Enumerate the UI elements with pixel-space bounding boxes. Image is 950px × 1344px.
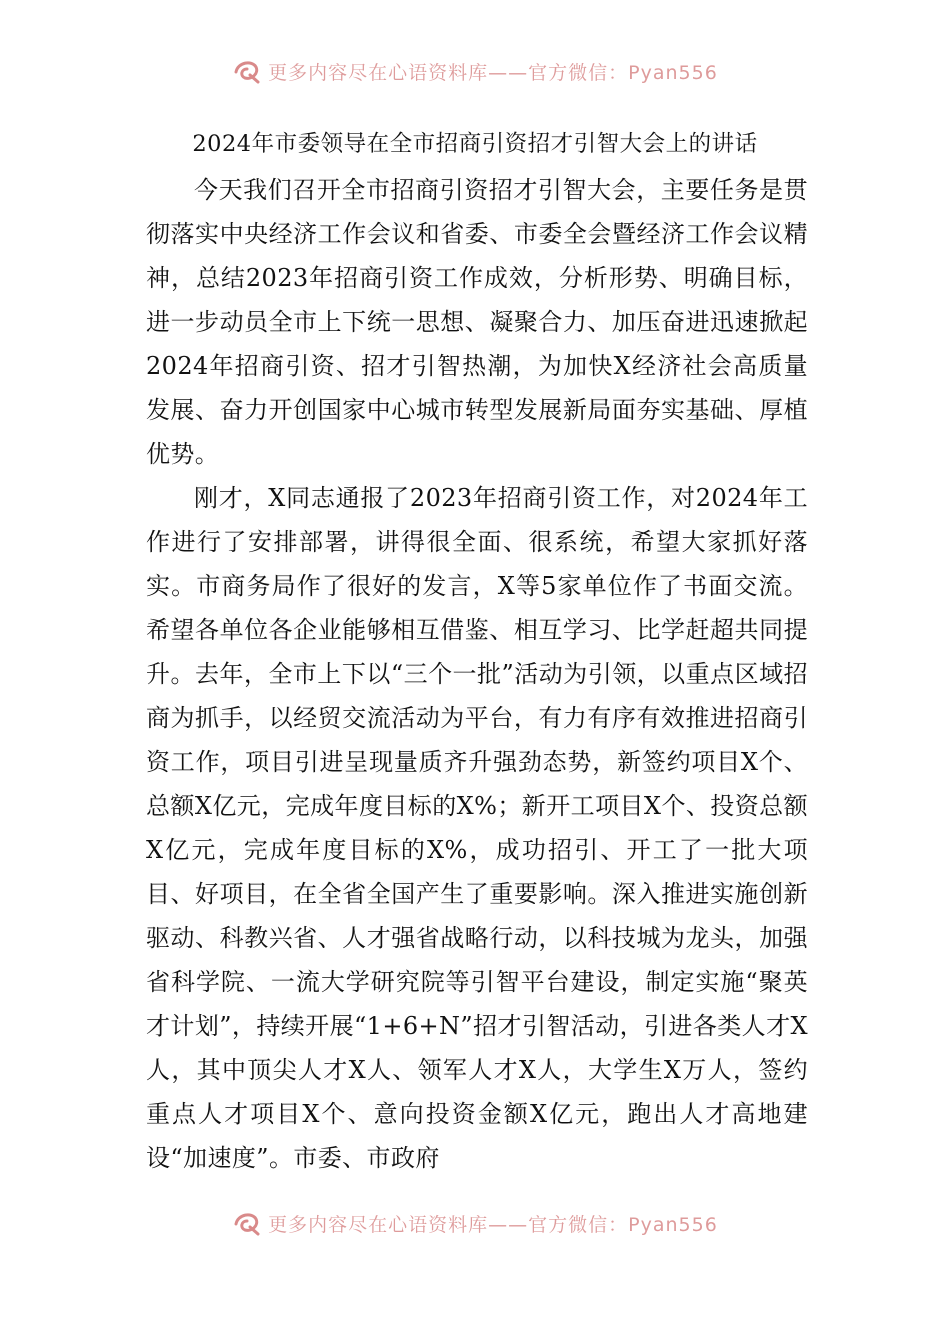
paragraph: 刚才，X同志通报了2023年招商引资工作，对2024年工作进行了安排部署，讲得很全面、很系统，希望大家抓好落实。市商务局作了很好的发言，X等5家单位作了书面交流。希望各单位各企业能够相互借鉴、相互学习、比学赶超共同提升。去年，全市上下以“三个一批”活动为引领，以重点区域招商为抓手，以经贸交流活动为平台，有力有序有效推进招商引资工作，项目引进呈现量质齐升强劲态势，新签约项目X个、总额X亿元，完成年度目标的X%；新开工项目X个、投资总额X亿元，完成年度目标的X%，成功招引、开工了一批大项目、好项目，在全省全国产生了重要影响。深入推进实施创新驱动、科教兴省、人才强省战略行动，以科技城为龙头，加强省科学院、一流大学研究院等引智平台建设，制定实施“聚英才计划”，持续开展“1+6+N”招才引智活动，引进各类人才X人，其中顶尖人才X人、领军人才X人，大学生X万人，签约重点人才项目X个、意向投资金额X亿元，跑出人才高地建设“加速度”。市委、市政府: [146, 484, 808, 1172]
brand-swirl-icon: [232, 1210, 262, 1236]
paragraph: 今天我们召开全市招商引资招才引智大会，主要任务是贯彻落实中央经济工作会议和省委、市委全会暨经济工作会议精神，总结2023年招商引资工作成效，分析形势、明确目标，进一步动员全市上下统一思想、凝聚合力、加压奋进迅速掀起2024年招商引资、招才引智热潮，为加快X经济社会高质量发展、奋力开创国家中心城市转型发展新局面夯实基础、厚植优势。: [146, 176, 808, 468]
footer-watermark: [0, 1206, 950, 1240]
header-watermark: [0, 54, 950, 88]
document-title: 2024年市委领导在全市招商引资招才引智大会上的讲话: [192, 131, 758, 157]
watermark-text: 更多内容尽在心语资料库——官方微信：Pyan556: [268, 61, 718, 84]
watermark-text: 更多内容尽在心语资料库——官方微信：Pyan556: [268, 1213, 718, 1236]
brand-swirl-icon: [232, 58, 262, 84]
document-body: [146, 168, 808, 1180]
